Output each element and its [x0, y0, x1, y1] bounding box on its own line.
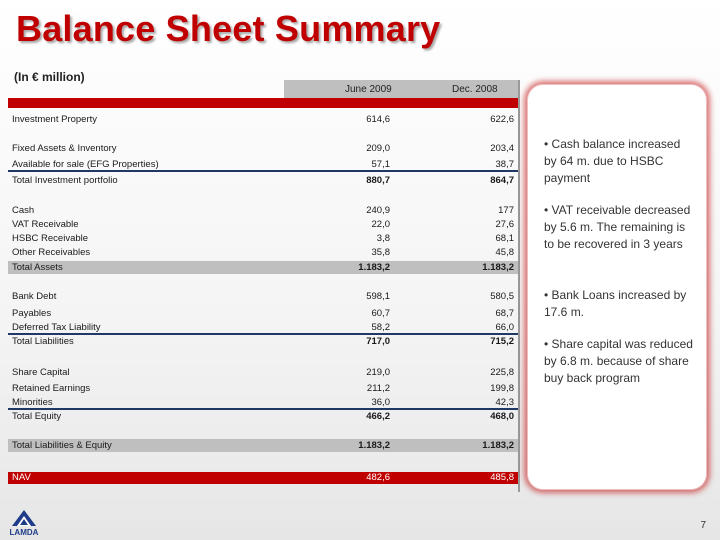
- value-dec-2008: 622,6: [490, 114, 514, 125]
- value-june-2009: 614,6: [366, 114, 390, 125]
- value-june-2009: 211,2: [366, 383, 390, 394]
- table-row: [8, 142, 518, 156]
- table-row-total: [8, 174, 518, 188]
- value-dec-2008: 580,5: [490, 291, 514, 302]
- table-row: [8, 204, 518, 218]
- table-row: [8, 218, 518, 232]
- table-row: [8, 158, 518, 172]
- value-dec-2008: 864,7: [490, 175, 514, 186]
- table-row-total: [8, 410, 518, 424]
- units-label: (In € million): [14, 70, 85, 84]
- row-label: Total Liabilities: [12, 336, 74, 347]
- value-june-2009: 240,9: [366, 205, 390, 216]
- table-row: [8, 366, 518, 380]
- row-label: Other Receivables: [12, 247, 91, 258]
- table-row-total-assets: [8, 261, 518, 274]
- value-dec-2008: 68,1: [495, 233, 514, 244]
- table-right-rule: [518, 80, 520, 492]
- row-label: Total Equity: [12, 411, 62, 422]
- row-label: Payables: [12, 308, 52, 319]
- row-label: VAT Receivable: [12, 219, 79, 230]
- value-june-2009: 35,8: [371, 247, 390, 258]
- value-june-2009: 1.183,2: [358, 262, 390, 273]
- value-dec-2008: 485,8: [490, 472, 514, 483]
- value-dec-2008: 1.183,2: [482, 262, 514, 273]
- table-row: [8, 382, 518, 396]
- row-label: NAV: [12, 472, 31, 483]
- value-june-2009: 598,1: [366, 291, 390, 302]
- value-june-2009: 3,8: [376, 233, 390, 244]
- table-row: [8, 290, 518, 304]
- row-label: Retained Earnings: [12, 383, 91, 394]
- page-title: Balance Sheet Summary: [16, 8, 441, 49]
- value-june-2009: 466,2: [366, 411, 390, 422]
- value-june-2009: 717,0: [366, 336, 390, 347]
- row-label: Total Liabilities & Equity: [12, 440, 112, 451]
- value-june-2009: 880,7: [366, 175, 390, 186]
- value-dec-2008: 45,8: [495, 247, 514, 258]
- value-dec-2008: 177: [498, 205, 514, 216]
- row-label: Share Capital: [12, 367, 70, 378]
- value-dec-2008: 199,8: [490, 383, 514, 394]
- table-row-total: [8, 335, 518, 349]
- note-share-capital: • Share capital was reduced by 6.8 m. because of share buy back program: [544, 337, 693, 385]
- page-number: 7: [700, 520, 706, 531]
- note-vat: • VAT receivable decreased by 5.6 m. The remaining is to be recovered in 3 years: [544, 203, 691, 251]
- row-label: Total Investment portfolio: [12, 175, 118, 186]
- value-dec-2008: 68,7: [495, 308, 514, 319]
- company-logo: [6, 508, 42, 538]
- value-dec-2008: 203,4: [490, 143, 514, 154]
- row-label: HSBC Receivable: [12, 233, 89, 244]
- value-june-2009: 60,7: [371, 308, 390, 319]
- column-header-june-2009: June 2009: [345, 84, 392, 95]
- table-row-nav: [8, 472, 518, 484]
- table-row: [8, 246, 518, 260]
- value-dec-2008: 468,0: [490, 411, 514, 422]
- value-june-2009: 1.183,2: [358, 440, 390, 451]
- column-header-dec-2008: Dec. 2008: [452, 84, 498, 95]
- row-label: Investment Property: [12, 114, 98, 125]
- table-row: [8, 396, 518, 410]
- value-dec-2008: 225,8: [490, 367, 514, 378]
- row-label: Fixed Assets & Inventory: [12, 143, 117, 154]
- value-june-2009: 482,6: [366, 472, 390, 483]
- row-label: Bank Debt: [12, 291, 57, 302]
- row-label: Available for sale (EFG Properties): [12, 159, 159, 170]
- table-row: [8, 232, 518, 246]
- value-june-2009: 57,1: [371, 159, 390, 170]
- value-dec-2008: 42,3: [495, 397, 514, 408]
- value-june-2009: 58,2: [371, 322, 390, 333]
- note-cash: • Cash balance increased by 64 m. due to HSBC payment: [544, 137, 681, 185]
- row-label: Total Assets: [12, 262, 63, 273]
- value-dec-2008: 715,2: [490, 336, 514, 347]
- value-dec-2008: 38,7: [495, 159, 514, 170]
- value-june-2009: 209,0: [366, 143, 390, 154]
- row-label: Deferred Tax Liability: [12, 322, 101, 333]
- value-june-2009: 36,0: [371, 397, 390, 408]
- row-label: Minorities: [12, 397, 53, 408]
- lamda-logo-icon: [6, 508, 42, 538]
- row-label: Cash: [12, 205, 35, 216]
- table-row: [8, 321, 518, 335]
- logo-text: LAMDA: [9, 528, 39, 537]
- note-bank-loans: • Bank Loans increased by 17.6 m.: [544, 288, 687, 319]
- value-dec-2008: 1.183,2: [482, 440, 514, 451]
- value-dec-2008: 66,0: [495, 322, 514, 333]
- value-june-2009: 219,0: [366, 367, 390, 378]
- header-red-bar: [8, 98, 518, 108]
- table-row: [8, 307, 518, 321]
- table-row-total-liabilities-equity: [8, 439, 518, 452]
- value-dec-2008: 27,6: [495, 219, 514, 230]
- value-june-2009: 22,0: [371, 219, 390, 230]
- table-row: [8, 113, 518, 127]
